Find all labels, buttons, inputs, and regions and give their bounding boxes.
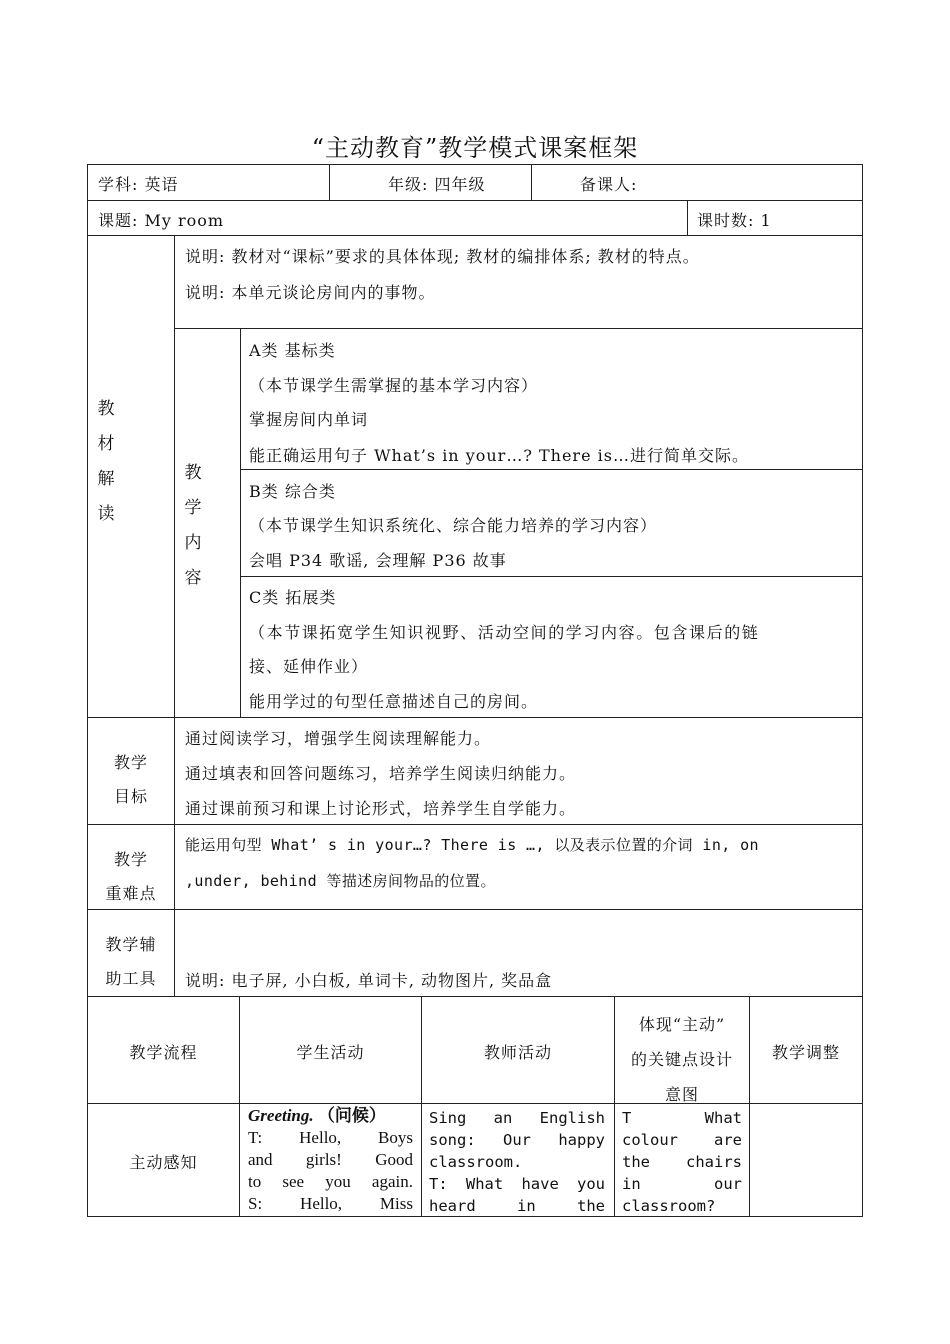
tools-text: 说明: 电子屏, 小白板, 单词卡, 动物图片, 奖品盒 [185,971,553,990]
col-header-key-design: 体现“主动” 的关键点设计 意图 [630,1015,733,1104]
col-divider [239,996,240,1216]
key-line: T What [622,1109,742,1127]
category-c-note: 接、延伸作业） [249,657,369,676]
goals-label: 教学 目标 [113,753,148,806]
category-a-item: 能正确运用句子 What’s in your…? There is…进行简单交际。 [249,446,749,465]
category-a-item: 掌握房间内单词 [249,410,369,429]
greeting-heading-zh: （问候） [317,1106,386,1125]
category-c-note: （本节课拓宽学生知识视野、活动空间的学习内容。包含课后的链 [249,623,760,642]
student-line: to see you again. [248,1172,413,1191]
key-line: colour are [622,1131,742,1149]
textbook-section-label: 教 材 解 读 [97,399,115,524]
col-header-teacher: 教师活动 [483,1043,552,1062]
page-title: “主动教育”教学模式课案框架 [311,134,639,162]
col-header-process: 教学流程 [129,1043,198,1062]
row-divider [240,469,863,470]
key-line: classroom? [622,1197,716,1215]
tools-label: 教学辅 助工具 [105,935,157,988]
category-c-item: 能用学过的句型任意描述自己的房间。 [249,692,539,711]
row-divider [87,200,863,201]
teacher-line: heard in the [429,1197,605,1215]
col-divider [687,200,688,235]
unit-description: 说明: 本单元谈论房间内的事物。 [185,283,436,302]
student-line: S: Hello, Miss [248,1194,413,1213]
goal-item: 通过阅读学习，增强学生阅读理解能力。 [185,729,492,748]
grade-cell: 年级: 四年级 [388,175,486,194]
category-b-heading: B类 综合类 [249,482,336,501]
key-line: the chairs [622,1153,742,1171]
col-divider [749,996,750,1216]
category-a-heading: A类 基标类 [249,341,336,360]
textbook-description: 说明: 教材对“课标”要求的具体体现; 教材的编排体系; 教材的特点。 [185,247,700,266]
col-header-student: 学生活动 [296,1043,365,1062]
flow-process-cell: 主动感知 [129,1153,198,1172]
col-divider [174,235,175,996]
student-line: T: Hello, Boys [248,1128,413,1147]
teacher-line: T: What have you [429,1175,605,1193]
teacher-line: classroom. [429,1153,523,1171]
row-divider [87,996,863,997]
goal-item: 通过课前预习和课上讨论形式，培养学生自学能力。 [185,799,577,818]
table-border-right [862,164,863,1216]
row-divider [87,824,863,825]
category-b-item: 会唱 P34 歌谣, 会理解 P36 故事 [249,551,507,570]
row-divider [240,576,863,577]
col-divider [421,996,422,1216]
row-divider [87,717,863,718]
teacher-activity-cell [429,1107,605,1215]
topic-cell: 课题: My room [98,211,225,230]
col-divider [531,164,532,200]
key-points-text: 能运用句型 What’ s in your…? There is …, 以及表示位置的介词 in, on [185,836,759,854]
student-line: and girls! Good [248,1150,413,1169]
category-a-note: （本节课学生需掌握的基本学习内容） [249,376,539,395]
key-design-cell [622,1107,742,1215]
preparer-cell: 备课人: [580,175,638,194]
table-border-bottom [87,1216,863,1217]
col-divider [329,164,330,200]
col-divider [240,328,241,717]
category-c-heading: C类 拓展类 [249,588,337,607]
teacher-line: song: Our happy [429,1131,605,1149]
key-points-label: 教学 重难点 [105,850,157,903]
key-points-text: ,under, behind 等描述房间物品的位置。 [185,872,496,890]
row-divider [174,328,863,329]
class-hours-cell: 课时数: 1 [697,211,772,230]
key-line: in our [622,1175,742,1193]
col-header-adjust: 教学调整 [771,1043,840,1062]
row-divider [87,909,863,910]
greeting-heading: Greeting. [248,1106,314,1125]
student-activity-cell [248,1105,413,1215]
subject-cell: 学科: 英语 [98,175,179,194]
row-divider [87,235,863,236]
table-border-top [87,164,863,165]
category-b-note: （本节课学生知识系统化、综合能力培养的学习内容） [249,516,658,535]
goal-item: 通过填表和回答问题练习，培养学生阅读归纳能力。 [185,764,577,783]
teacher-line: Sing an English [429,1109,605,1127]
teaching-content-label: 教 学 内 容 [184,463,202,588]
